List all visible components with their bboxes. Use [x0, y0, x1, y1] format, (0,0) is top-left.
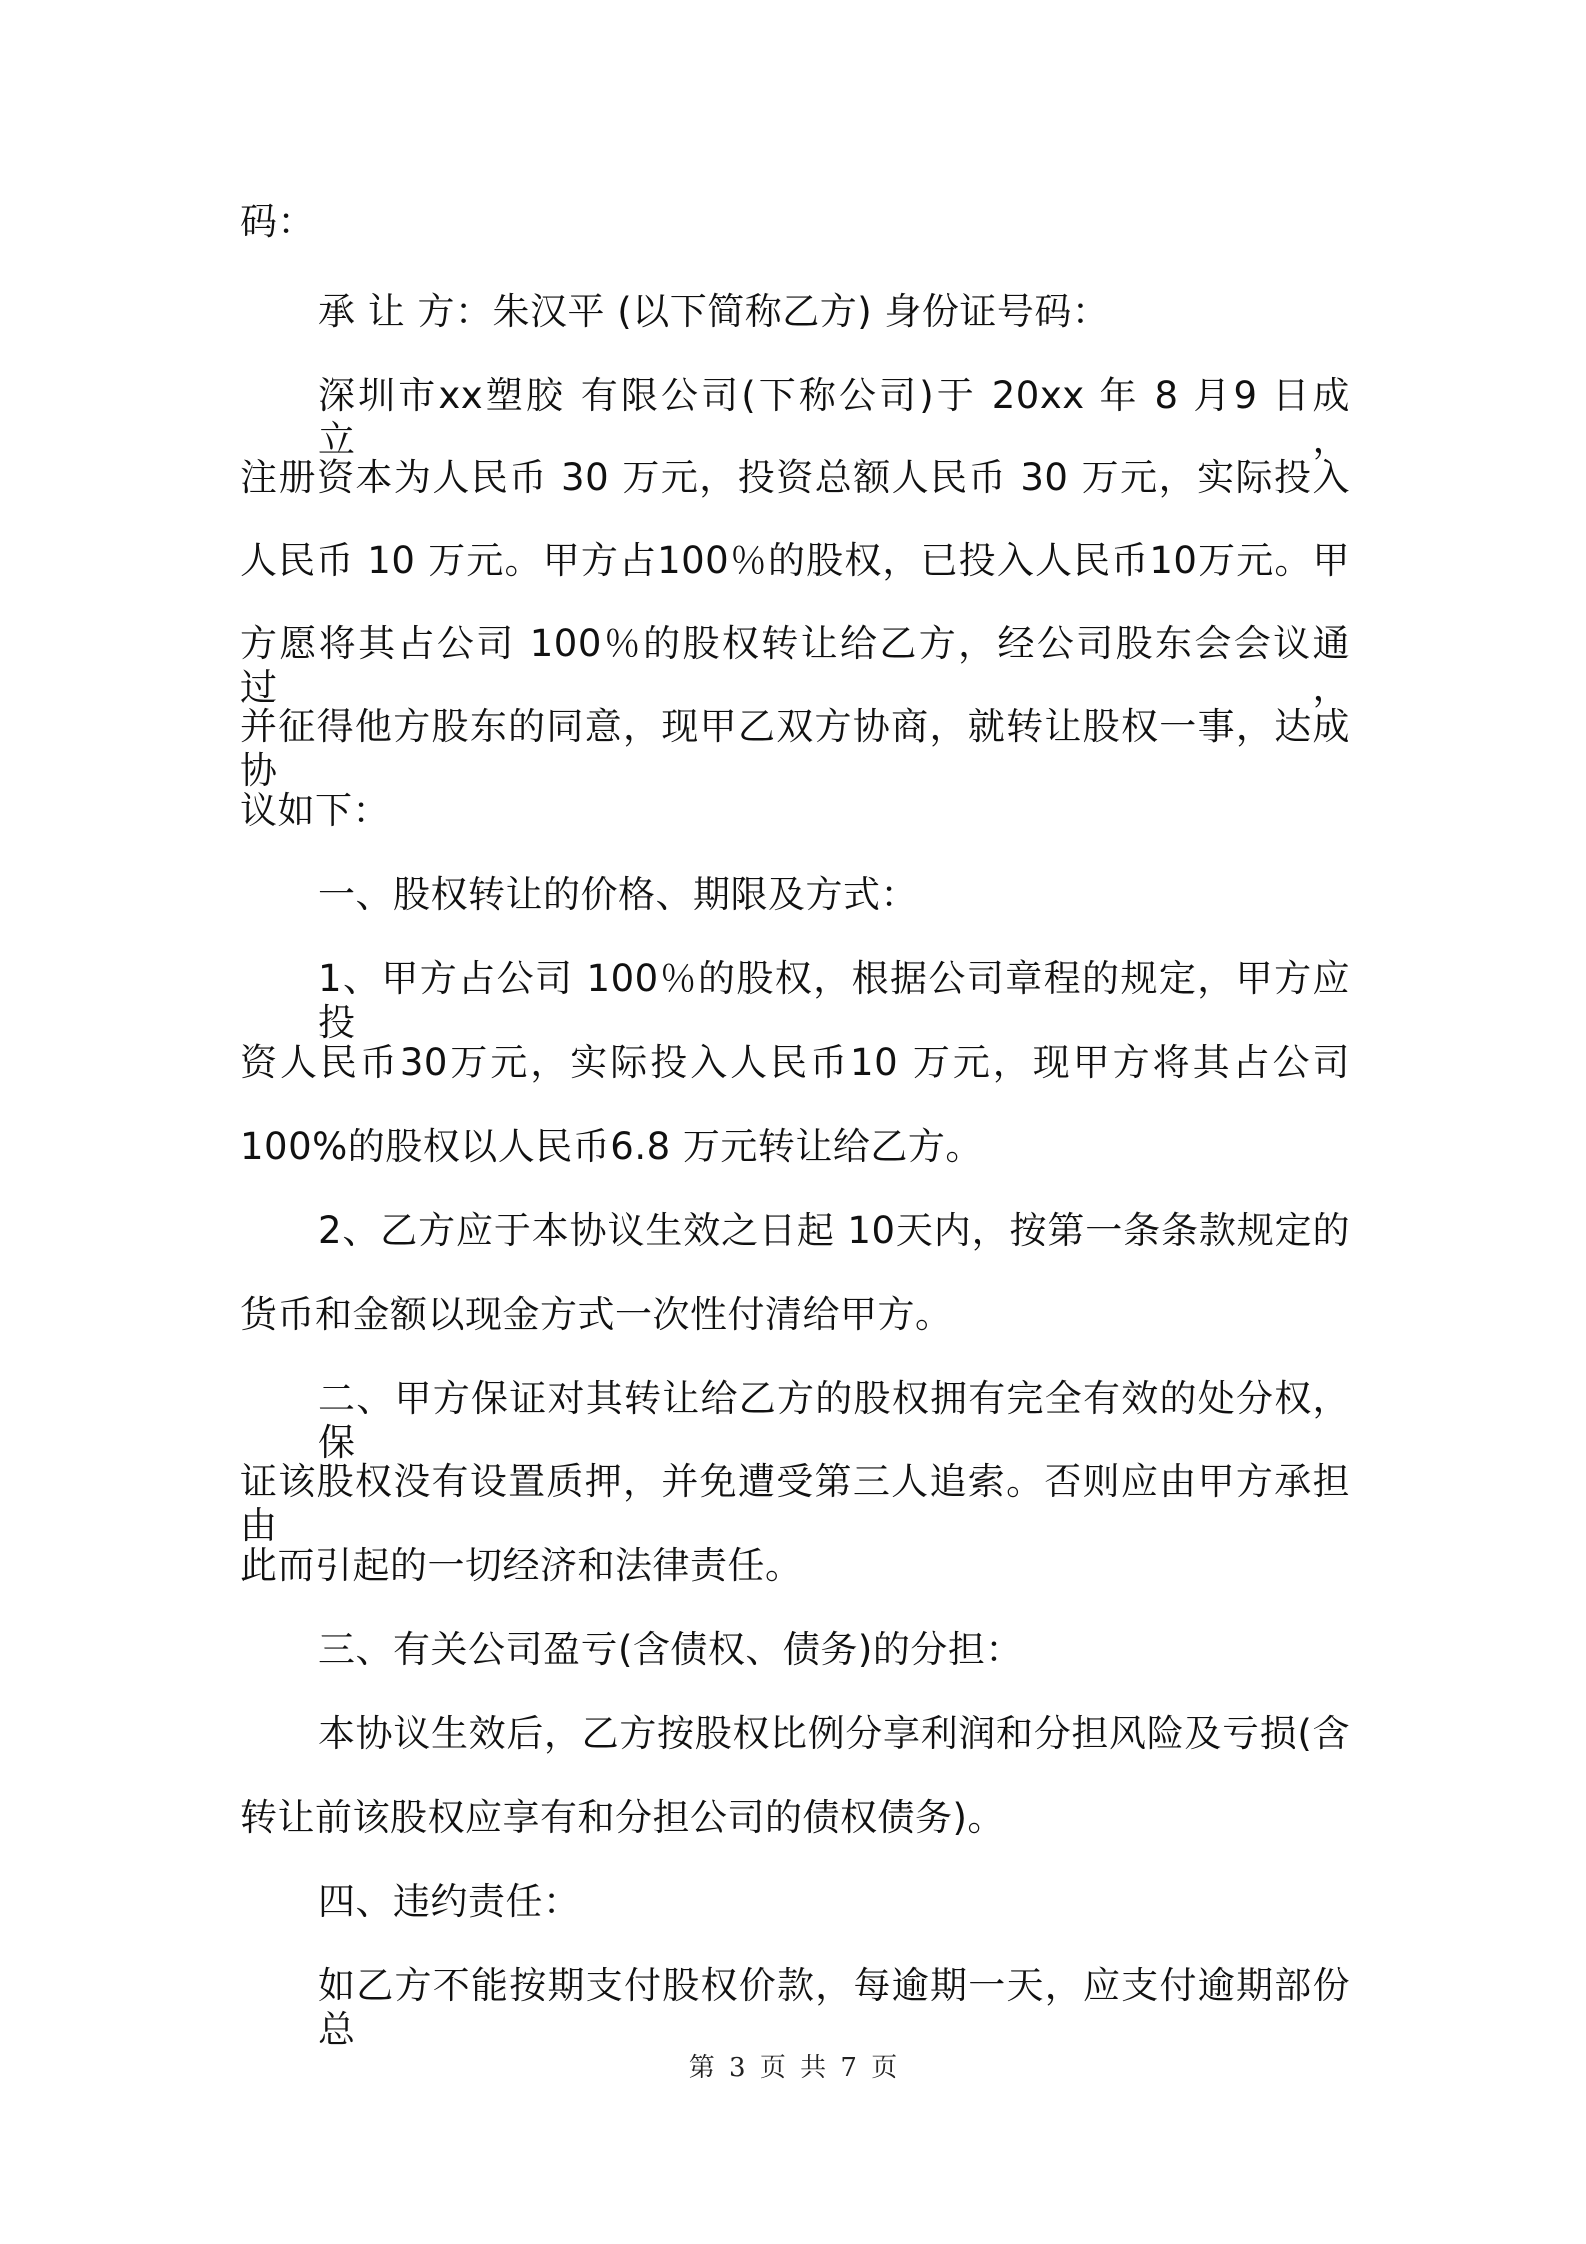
text-line-16: 证该股权没有设置质押，并免遭受第三人追索。否则应由甲方承担由: [240, 1460, 1350, 1547]
section-heading-1: 一、股权转让的价格、期限及方式：: [318, 873, 918, 916]
text-line-2: 承 让 方：朱汉平 (以下简称乙方) 身份证号码：: [318, 290, 1110, 333]
text-line-3: 深圳市xx塑胶 有限公司(下称公司)于 20xx 年 8 月9 日成立，: [318, 374, 1350, 461]
text-line-13: 2、乙方应于本协议生效之日起 10天内，按第一条条款规定的: [318, 1209, 1350, 1252]
text-line-14: 货币和金额以现金方式一次性付清给甲方。: [240, 1293, 953, 1336]
text-line-19: 本协议生效后，乙方按股权比例分享利润和分担风险及亏损(含: [318, 1712, 1350, 1755]
text-line-12: 100%的股权以人民币6.8 万元转让给乙方。: [240, 1125, 983, 1168]
text-line-10: 1、甲方占公司 100％的股权，根据公司章程的规定，甲方应投: [318, 957, 1350, 1044]
text-line-4: 注册资本为人民币 30 万元，投资总额人民币 30 万元，实际投入: [240, 456, 1350, 499]
section-heading-3: 三、有关公司盈亏(含债权、债务)的分担：: [318, 1628, 1023, 1671]
text-line-11: 资人民币30万元，实际投入人民币10 万元，现甲方将其占公司: [240, 1041, 1350, 1084]
text-line-17: 此而引起的一切经济和法律责任。: [240, 1544, 803, 1587]
page-number-footer: 第 3 页 共 7 页: [688, 2053, 898, 2083]
section-heading-2: 二、甲方保证对其转让给乙方的股权拥有完全有效的处分权，保: [318, 1377, 1350, 1464]
text-line-6: 方愿将其占公司 100％的股权转让给乙方，经公司股东会会议通过，: [240, 622, 1350, 709]
text-line-8: 议如下：: [240, 789, 390, 832]
text-line-5: 人民币 10 万元。甲方占100％的股权，已投入人民币10万元。甲: [240, 539, 1350, 582]
text-line-22: 如乙方不能按期支付股权价款，每逾期一天，应支付逾期部份总: [318, 1964, 1350, 2051]
section-heading-4: 四、违约责任：: [318, 1880, 581, 1923]
text-line-1: 码：: [240, 200, 315, 243]
text-line-20: 转让前该股权应享有和分担公司的债权债务)。: [240, 1796, 1005, 1839]
text-line-7: 并征得他方股东的同意，现甲乙双方协商，就转让股权一事，达成协: [240, 705, 1350, 792]
